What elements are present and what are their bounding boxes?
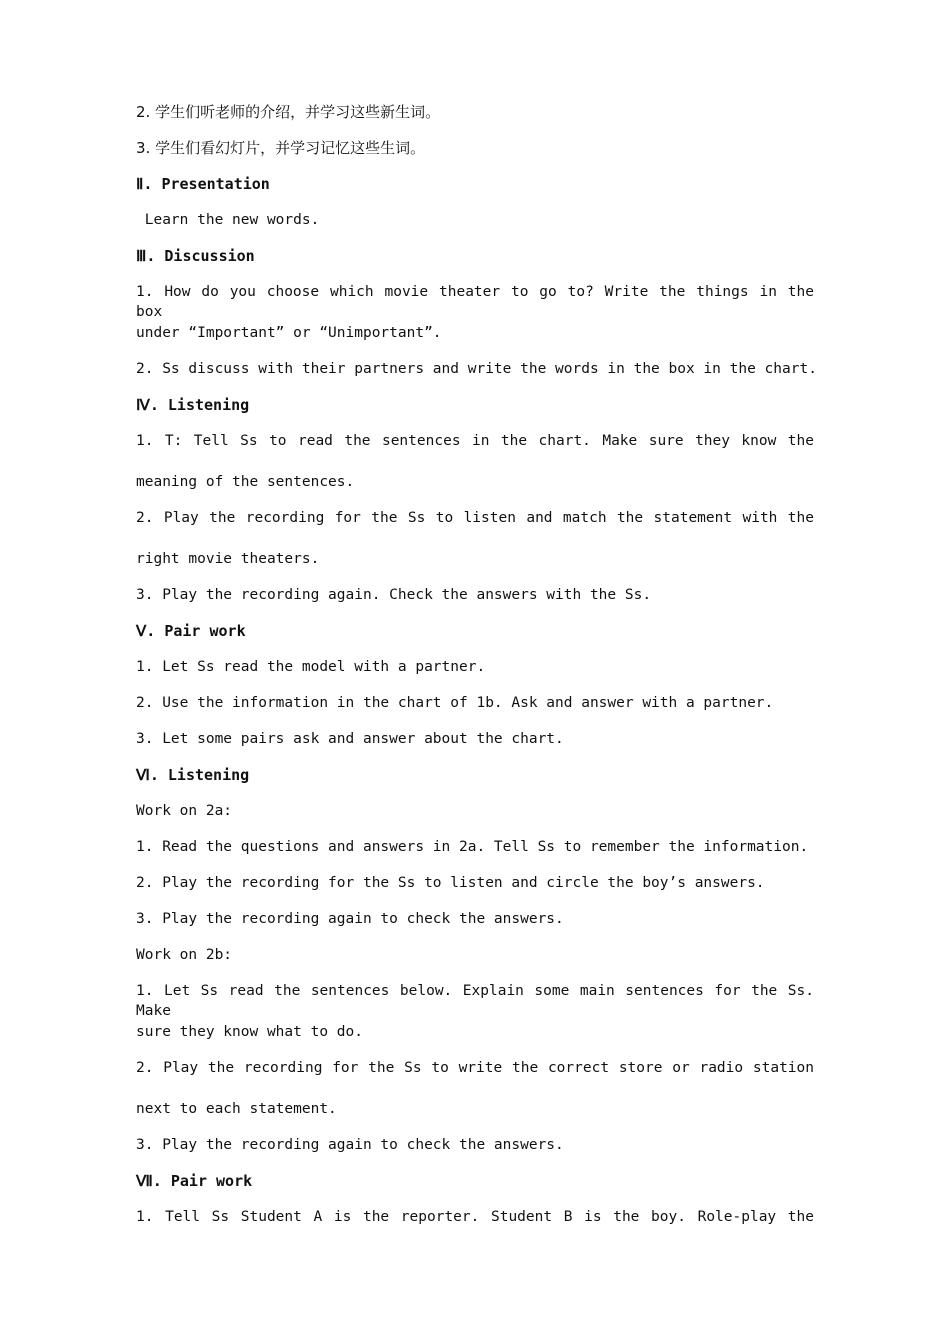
- discussion-item-1-cont: under “Important” or “Unimportant”.: [136, 325, 442, 341]
- pair-work-2-item-1: 1. Tell Ss Student A is the reporter. Student B is the boy. Role-play the: [136, 1209, 814, 1225]
- 2a-item-3: 3. Play the recording again to check the answers.: [136, 911, 564, 927]
- 2b-item-1: 1. Let Ss read the sentences below. Explain some main sentences for the Ss. Make: [136, 983, 814, 1019]
- section-heading-pair-work: Ⅴ. Pair work: [136, 622, 246, 640]
- pair-work-item-3: 3. Let some pairs ask and answer about the chart.: [136, 731, 564, 747]
- 2b-item-1-cont: sure they know what to do.: [136, 1024, 363, 1040]
- presentation-text: Learn the new words.: [136, 212, 320, 228]
- 2b-item-2: 2. Play the recording for the Ss to write the correct store or radio station: [136, 1060, 814, 1076]
- discussion-item-2: 2. Ss discuss with their partners and write the words in the box in the chart.: [136, 361, 817, 377]
- section-heading-listening-2: Ⅵ. Listening: [136, 766, 250, 784]
- 2a-item-2: 2. Play the recording for the Ss to listen and circle the boy’s answers.: [136, 875, 765, 891]
- 2a-item-1: 1. Read the questions and answers in 2a. Tell Ss to remember the information.: [136, 839, 809, 855]
- listening-item-1: 1. T: Tell Ss to read the sentences in the chart. Make sure they know the: [136, 433, 814, 449]
- listening-item-1-cont: meaning of the sentences.: [136, 474, 355, 490]
- step-2-cn: 2. 学生们听老师的介绍，并学习这些新生词。: [136, 103, 441, 121]
- section-heading-pair-work-2: Ⅶ. Pair work: [136, 1172, 253, 1190]
- 2b-item-3: 3. Play the recording again to check the answers.: [136, 1137, 564, 1153]
- listening-item-3: 3. Play the recording again. Check the answers with the Ss.: [136, 587, 652, 603]
- pair-work-item-2: 2. Use the information in the chart of 1b. Ask and answer with a partner.: [136, 695, 774, 711]
- pair-work-item-1: 1. Let Ss read the model with a partner.: [136, 659, 486, 675]
- step-3-cn: 3. 学生们看幻灯片，并学习记忆这些生词。: [136, 139, 426, 157]
- work-on-2a-label: Work on 2a:: [136, 803, 233, 819]
- section-heading-listening: Ⅳ. Listening: [136, 396, 250, 414]
- work-on-2b-label: Work on 2b:: [136, 947, 233, 963]
- listening-item-2: 2. Play the recording for the Ss to listen and match the statement with the: [136, 510, 814, 526]
- discussion-item-1: 1. How do you choose which movie theater to go to? Write the things in the box: [136, 284, 814, 320]
- section-heading-discussion: Ⅲ. Discussion: [136, 247, 255, 265]
- 2b-item-2-cont: next to each statement.: [136, 1101, 337, 1117]
- section-heading-presentation: Ⅱ. Presentation: [136, 175, 270, 193]
- listening-item-2-cont: right movie theaters.: [136, 551, 320, 567]
